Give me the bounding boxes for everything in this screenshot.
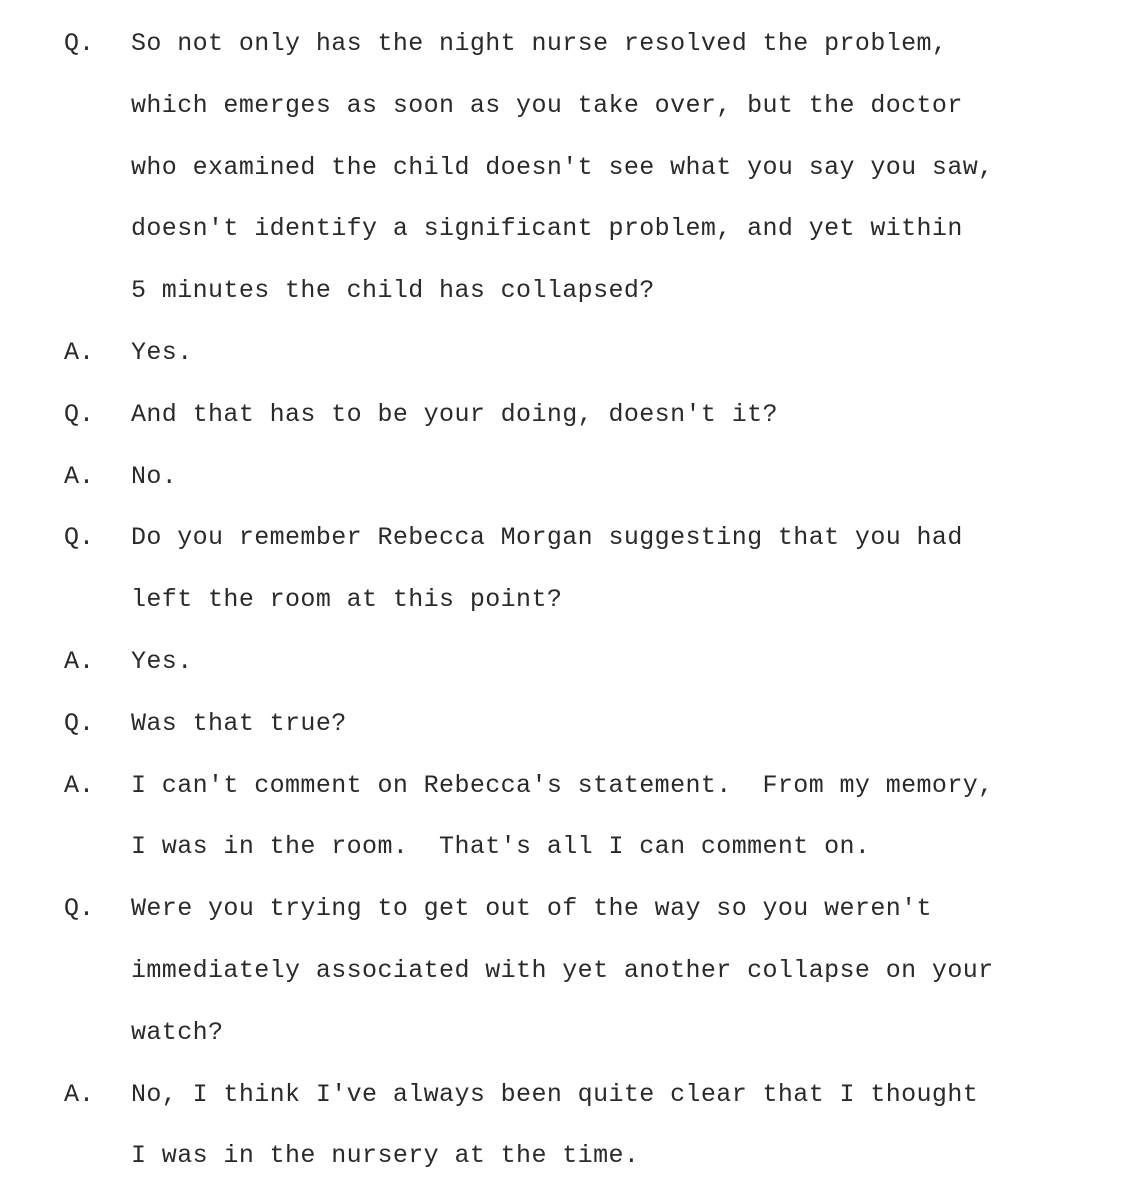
transcript-line [0,75,1135,137]
transcript-line [0,322,1135,384]
transcript-line [0,384,1135,446]
speaker-label: A. [64,461,95,491]
transcript-line [0,693,1135,755]
transcript-page [0,13,1135,1187]
transcript-line [0,878,1135,940]
transcript-line [0,816,1135,878]
speaker-label: A. [64,1079,95,1109]
transcript-line [0,198,1135,260]
transcript-line [0,755,1135,817]
speaker-label: Q. [64,399,95,429]
line-text: who examined the child doesn't see what you say you saw, [131,152,994,182]
speaker-label: Q. [64,29,95,58]
line-text: 5 minutes the child has collapsed? [131,276,655,306]
transcript-line [0,260,1135,322]
line-text: Were you trying to get out of the way so you weren't [131,894,932,924]
speaker-label: Q. [64,523,95,553]
speaker-label: A. [64,646,95,676]
speaker-label: Q. [64,708,95,738]
transcript-line [0,940,1135,1002]
line-text: No, I think I've always been quite clear that I thought [131,1079,979,1109]
transcript-line [0,137,1135,199]
line-text: And that has to be your doing, doesn't it? [131,399,778,429]
transcript-line [0,446,1135,508]
line-text: Yes. [131,337,193,367]
line-text: which emerges as soon as you take over, but the doctor [131,90,963,120]
line-text: Do you remember Rebecca Morgan suggesting that you had [131,523,963,553]
transcript-line [0,569,1135,631]
speaker-label: Q. [64,894,95,924]
transcript-line [0,1125,1135,1187]
line-text: watch? [131,1017,224,1047]
transcript-line [0,1002,1135,1064]
line-text: I was in the nursery at the time. [131,1141,640,1171]
line-text: So not only has the night nurse resolved the problem, [131,29,948,58]
transcript-line [0,631,1135,693]
transcript-line [0,13,1135,75]
line-text: Was that true? [131,708,347,738]
line-text: I was in the room. That's all I can comment on. [131,832,871,862]
line-text: immediately associated with yet another collapse on your [131,955,994,985]
line-text: doesn't identify a significant problem, and yet within [131,214,963,244]
speaker-label: A. [64,337,95,367]
transcript-line [0,1064,1135,1126]
transcript-line [0,507,1135,569]
speaker-label: A. [64,770,95,800]
line-text: No. [131,461,178,491]
line-text: left the room at this point? [131,585,563,615]
line-text: Yes. [131,646,193,676]
line-text: I can't comment on Rebecca's statement. From my memory, [131,770,994,800]
